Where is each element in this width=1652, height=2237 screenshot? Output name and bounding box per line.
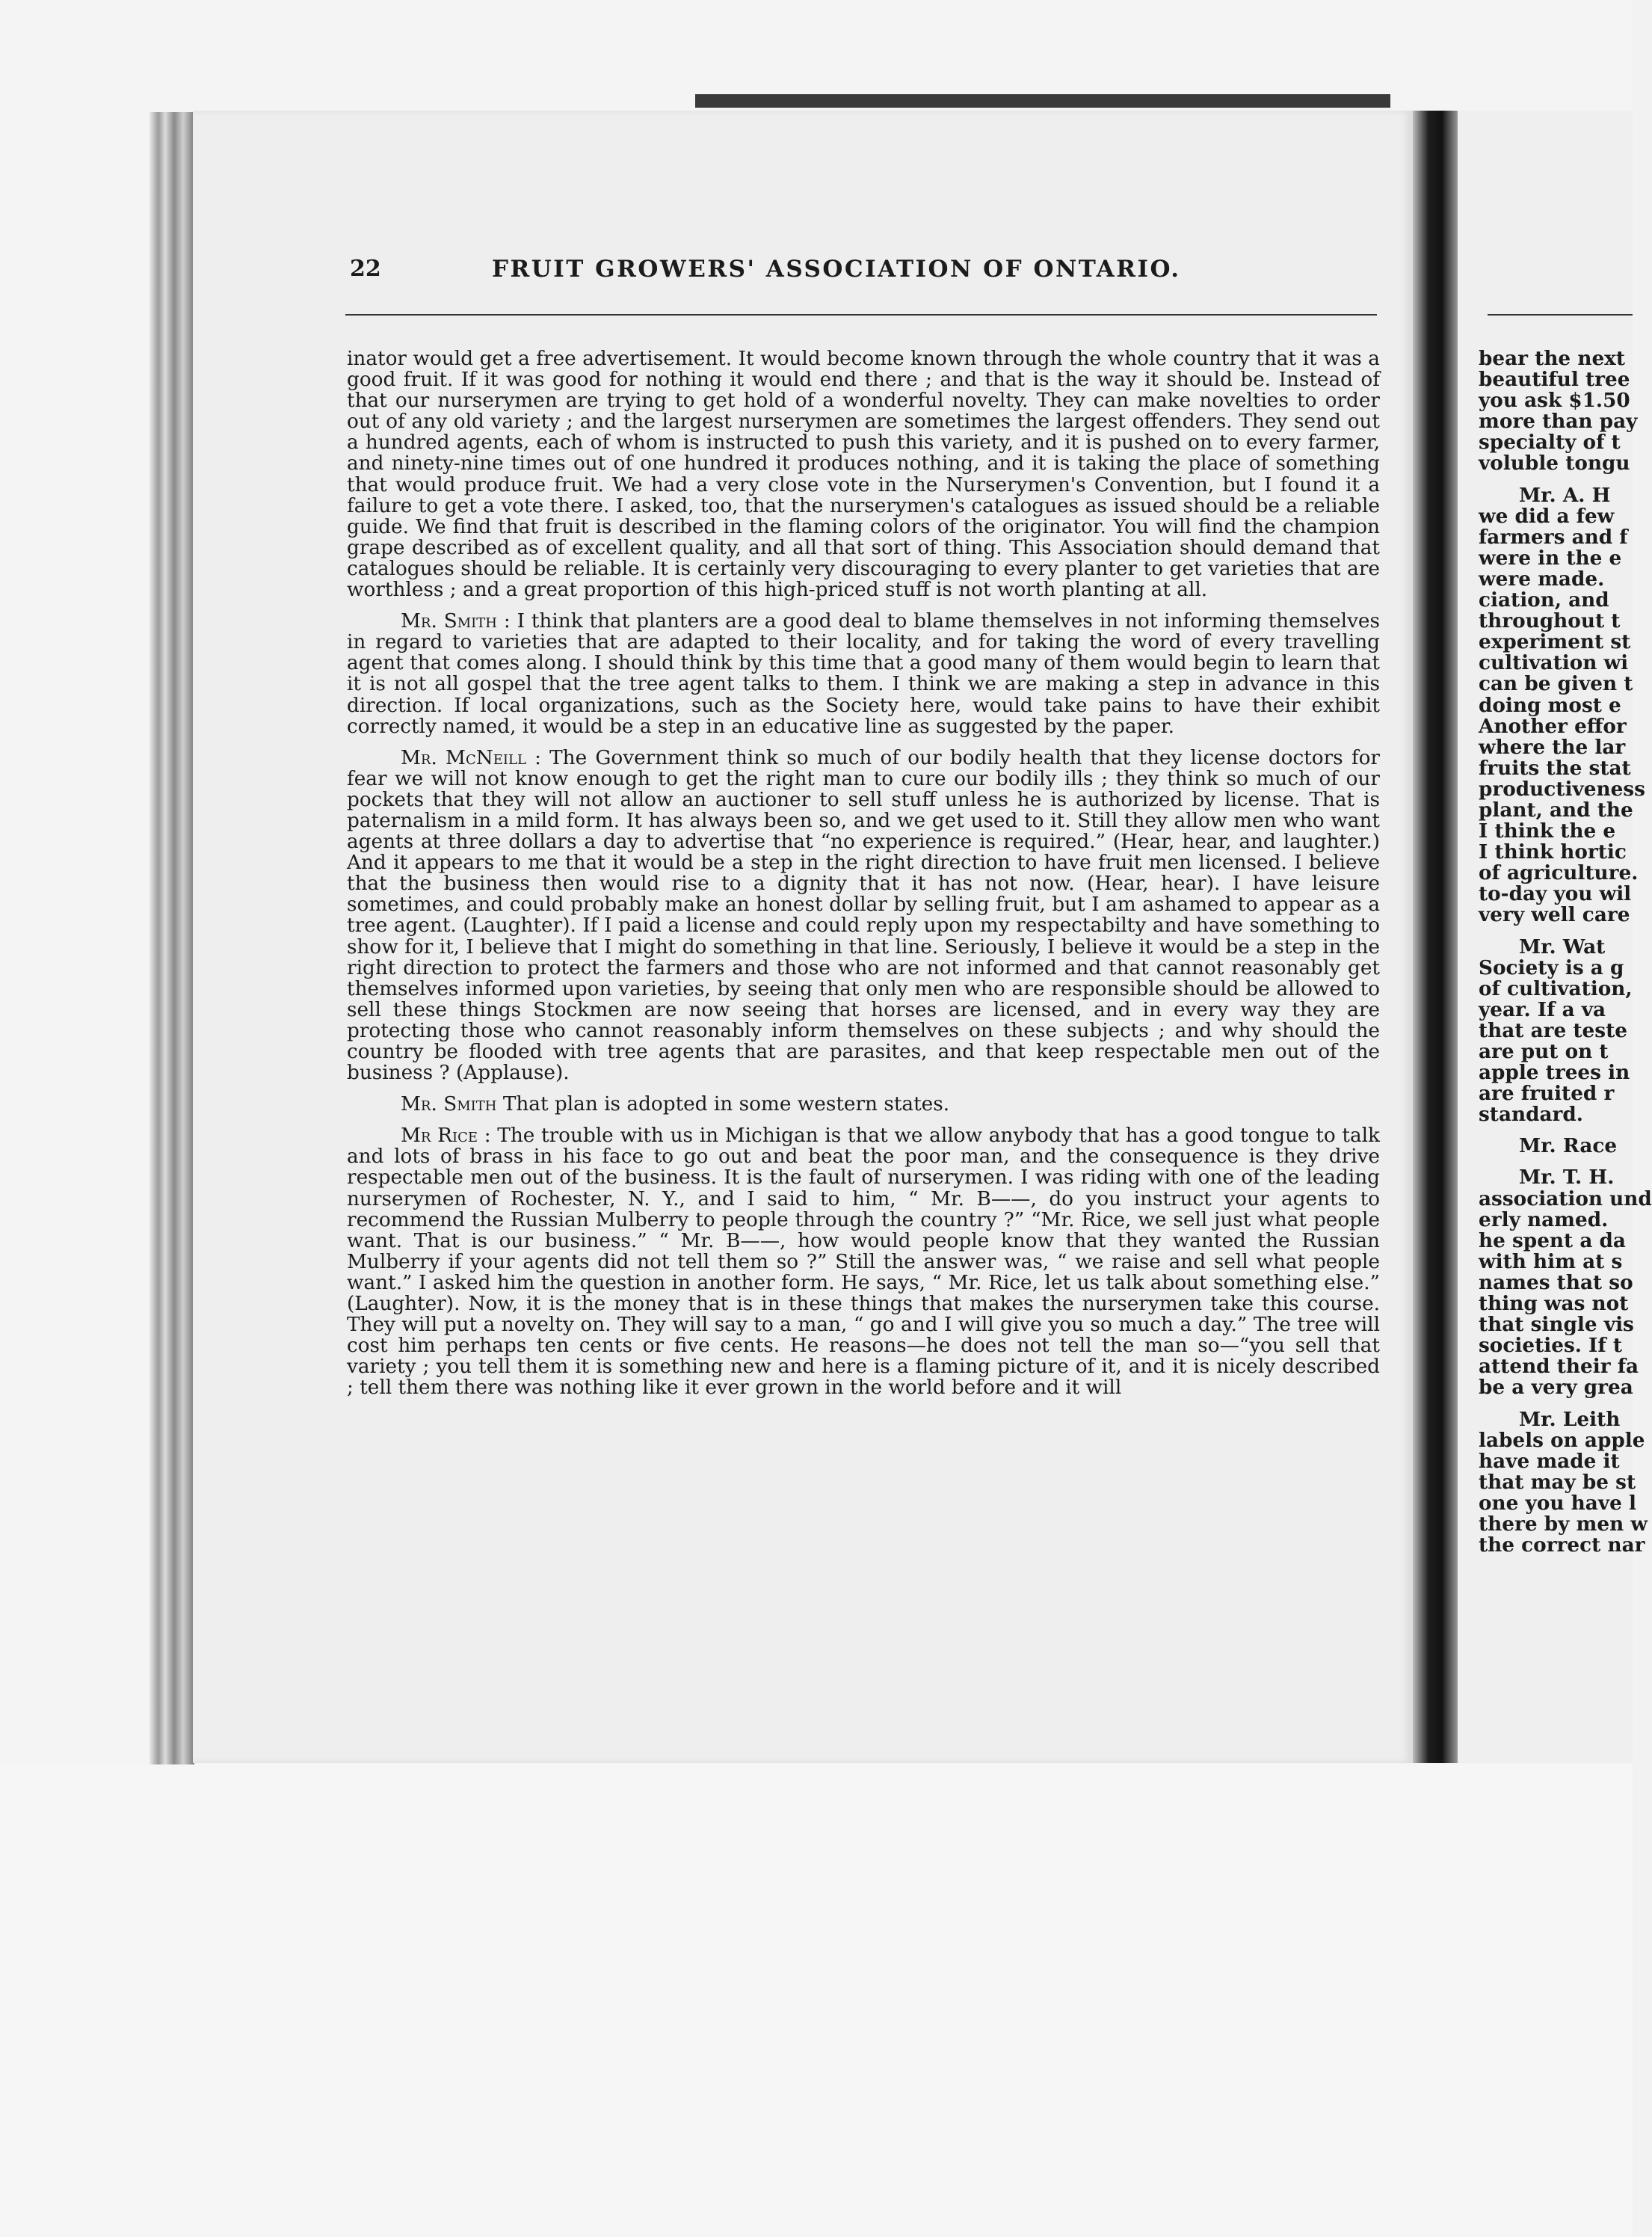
speaker-name: Mr. Smith : <box>401 610 511 633</box>
paragraph-text: The Government think so much of our bodily health that they license doctors for fear we will not know enough to get the right man to cure our bodily ills ; they think so much of our pockets that they will not allow an auctioner to sell stuff unless he is authorized by license. That is paternalism in a mild form. It has always been so, and we get used to it. Still they allow men who want agents at three dollars a day to advertise that “no experience is required.” (Hear, hear, and laughter.) And it appears to me that it would be a step in the right direction to have fruit men licensed. I believe that the business then would rise to a dignity that it has not now. (Hear, hear). I have leisure sometimes, and could probably make an honest dollar by selling fruit, but I am ashamed to appear as a tree agent. (Laughter). If I paid a license and could reply upon my respectabilty and have something to show for it, I believe that I might do something in that line. Seriously, I believe it would be a step in the right direction to protect the farmers and those who are not informed and that cannot reasonably get themselves informed upon varieties, by seeing that only men who are responsible should be allowed to sell these things Stockmen are now seeing that horses are licensed, and in every way they are protecting those who cannot reasonably inform themselves on these subjects ; and why should the country be flooded with tree agents that are parasites, and that keep respectable men out of the business ? (Applause). <box>347 746 1380 1085</box>
paragraph <box>347 1125 1380 1398</box>
facing-page-line: plant, and the <box>1479 798 1633 822</box>
facing-page-line: thing was not <box>1479 1292 1629 1316</box>
facing-page-line: societies. If t <box>1479 1334 1622 1358</box>
facing-page-line: very well care <box>1479 903 1630 927</box>
facing-page-line: labels on apple <box>1479 1428 1645 1452</box>
facing-page-line: that are teste <box>1479 1018 1627 1042</box>
paragraph-text: I think that planters are a good deal to blame themselves in not informing themselves in regard to varieties that are adapted to their locality, and for taking the word of every travelling agent that comes along. I should think by this time that a good many of them would begin to learn that it is not all gospel that the tree agent talks to them. I think we are making a step in advance in this direction. If local organizations, such as the Society here, would take pains to have their exhibit correctly named, it would be a step in an educative line as suggested by the paper. <box>347 610 1380 738</box>
book-edge-strip <box>695 94 1390 108</box>
facing-page-line: erly named. <box>1479 1207 1609 1231</box>
facing-page-line: ciation, and <box>1479 588 1609 612</box>
facing-page-line: I think hortic <box>1479 840 1627 864</box>
speaker-name: Mr Rice : <box>401 1124 491 1148</box>
paragraph-text: That plan is adopted in some western states. <box>496 1093 950 1116</box>
facing-page-line: Mr. Wat <box>1519 935 1606 959</box>
speaker-name: Mr. McNeill : <box>401 746 541 769</box>
facing-page-line: with him at s <box>1479 1249 1623 1273</box>
facing-page-line: were in the e <box>1479 546 1622 570</box>
facing-page-line: there by men w <box>1479 1512 1648 1536</box>
facing-page-line: to-day you wil <box>1479 882 1632 906</box>
facing-page-line: beautiful tree <box>1479 368 1630 392</box>
facing-page-line: one you have l <box>1479 1491 1636 1515</box>
facing-page-line: have made it <box>1479 1449 1620 1473</box>
paragraph <box>347 748 1380 1084</box>
facing-page-line: Another effor <box>1479 714 1627 738</box>
facing-page-line: the correct nar <box>1479 1533 1645 1557</box>
running-title: FRUIT GROWERS' ASSOCIATION OF ONTARIO. <box>492 256 1181 283</box>
facing-page-line: can be given t <box>1479 672 1633 696</box>
facing-page-line: association und <box>1479 1187 1652 1210</box>
facing-page-line: are put on t <box>1479 1040 1609 1063</box>
facing-page-line: standard. <box>1479 1103 1583 1127</box>
page-number: 22 <box>350 256 381 282</box>
paragraph-text: The trouble with us in Michigan is that we allow anybody that has a good tongue to talk and lots of brass in his face to go out and beat the poor man, and the consequence is they drive respectable men out of the business. It is the fault of nurserymen. I was riding with one of the leading nurserymen of Rochester, N. Y., and I said to him, “ Mr. B——, do you instruct your agents to recommend the Russian Mulberry to people through the country ?” “Mr. Rice, we sell just what people want. That is our business.” “ Mr. B——, how would people know that they wanted the Russian Mulberry if your agents did not tell them so ?” Still the answer was, “ we raise and sell what people want.” I asked him the question in another form. He says, “ Mr. Rice, let us talk about something else.” (Laughter). Now, it is the money that is in these things that makes the nurserymen take this course. They will put a novelty on. They will say to a man, “ go and I will give you so much a day.” The tree will cost him perhaps ten cents or five cents. He reasons—he does not tell the man so—“you sell that variety ; you tell them it is something new and here is a flaming picture of it, and it is nicely described ; tell them there was nothing like it ever grown in the world before and it will <box>347 1124 1380 1400</box>
facing-page-line: we did a few <box>1479 504 1615 528</box>
page-body <box>347 348 1380 1399</box>
facing-page-line: bear the next <box>1479 347 1625 370</box>
book-gutter <box>1413 111 1458 1763</box>
scan-margin-bottom <box>0 1764 1633 2237</box>
facing-page-line: voluble tongu <box>1479 452 1630 476</box>
facing-page-line: cultivation wi <box>1479 651 1629 675</box>
speaker-name: Mr. Smith <box>401 1093 497 1116</box>
facing-page-line: that single vis <box>1479 1313 1634 1337</box>
paragraph-text: inator would get a free advertisement. It would become known through the whole country that it was a good fruit. If it was good for nothing it would end there ; and that is the way it should be. Instead of that our nurserymen are trying to get hold of a wonderful novelty. They can make novelties to order out of any old variety ; and the largest nurserymen are sometimes the largest offenders. They send out a hundred agents, each of whom is instructed to push this variety, and it is pushed on to every farmer, and ninety-nine times out of one hundred it produces nothing, and it is taking the place of something that would produce fruit. We had a very close vote in the Nurserymen's Convention, but I found it a failure to get a vote there. I asked, too, that the nurserymen's catalogues as issued should be a reliable guide. We find that fruit is described in the flaming colors of the originator. You will find the champion grape described as of excellent quality, and all that sort of thing. This Association should demand that catalogues should be reliable. It is certainly very discouraging to every planter to get varieties that are worthless ; and a great proportion of this high-priced stuff is not worth planting at all. <box>347 348 1380 602</box>
facing-page-line: were made. <box>1479 567 1605 591</box>
facing-page-line: Mr. A. H <box>1519 483 1611 507</box>
facing-page-line: attend their fa <box>1479 1355 1639 1379</box>
facing-header-rule <box>1488 314 1633 316</box>
facing-page-line: that may be st <box>1479 1470 1636 1494</box>
facing-page-line: experiment st <box>1479 630 1631 654</box>
header-rule <box>345 314 1377 316</box>
facing-page-line: Mr. Leith <box>1519 1407 1621 1431</box>
facing-page-line: of cultivation, <box>1479 976 1633 1000</box>
facing-page-line: farmers and f <box>1479 525 1628 549</box>
facing-page-text <box>1479 347 1652 1557</box>
facing-page-line: apple trees in <box>1479 1061 1630 1085</box>
facing-page-line: of agriculture. <box>1479 861 1639 885</box>
facing-page-line: Mr. T. H. <box>1519 1166 1615 1190</box>
facing-page-line: where the lar <box>1479 735 1626 759</box>
facing-page-line: I think the e <box>1479 819 1616 843</box>
facing-page-line: more than pay <box>1479 410 1638 434</box>
page-edge-binding <box>150 112 194 1764</box>
paragraph <box>347 1094 1380 1115</box>
facing-page-line: names that so <box>1479 1270 1633 1294</box>
page-header <box>350 256 1381 293</box>
paragraph <box>347 611 1380 737</box>
facing-page-line: throughout t <box>1479 609 1621 633</box>
facing-page-line: are fruited r <box>1479 1082 1615 1106</box>
facing-page-line: fruits the stat <box>1479 756 1631 780</box>
facing-page-line: he spent a da <box>1479 1228 1626 1252</box>
facing-page-line: be a very grea <box>1479 1376 1633 1400</box>
facing-page-line: doing most e <box>1479 693 1621 717</box>
facing-page-line: Society is a g <box>1479 956 1624 979</box>
facing-page-line: year. If a va <box>1479 997 1606 1021</box>
facing-page-line: productiveness <box>1479 777 1645 801</box>
facing-page-line: you ask $1.50 <box>1479 389 1630 413</box>
paragraph <box>347 348 1380 600</box>
facing-page-line: Mr. Race <box>1519 1134 1618 1158</box>
facing-page-line: specialty of t <box>1479 431 1621 455</box>
